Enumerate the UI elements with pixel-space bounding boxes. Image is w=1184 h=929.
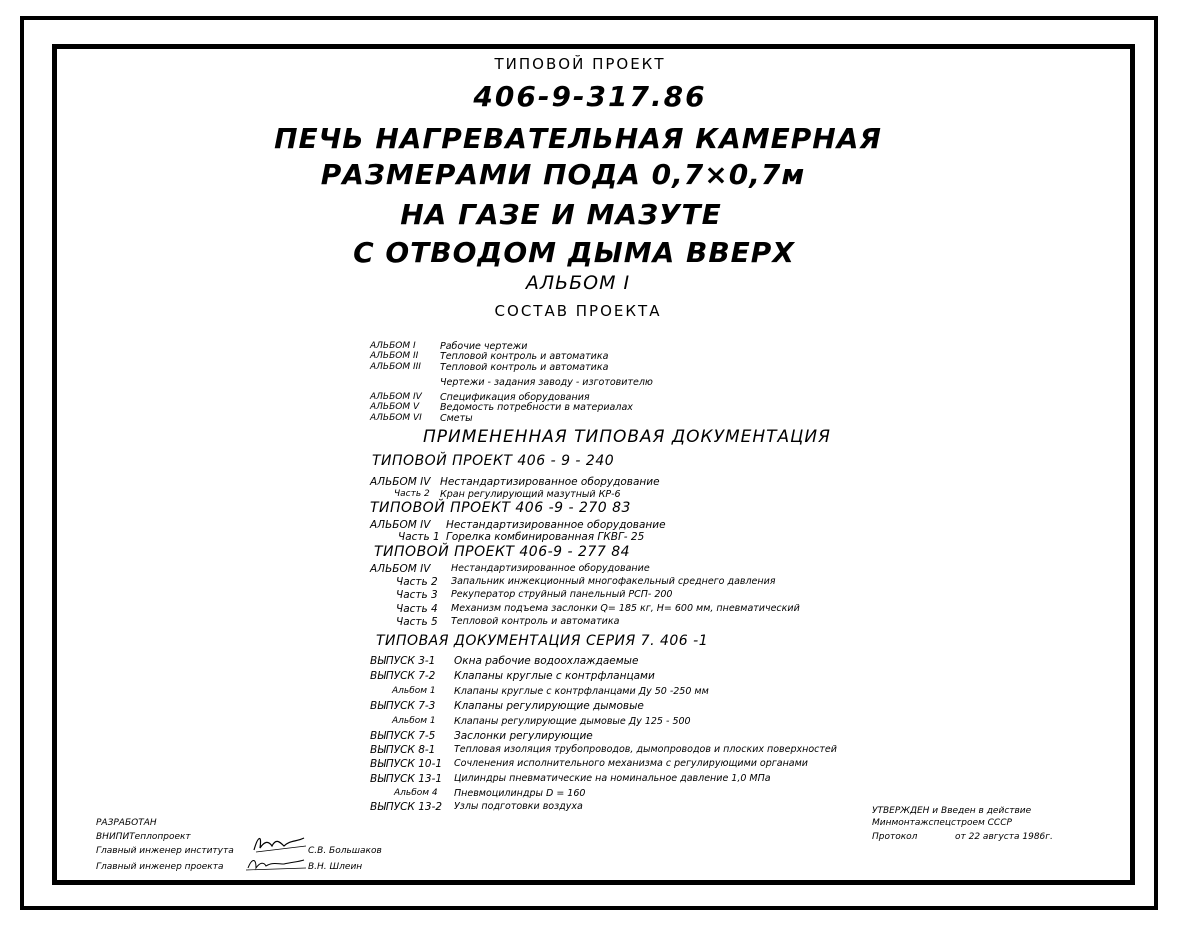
- series-row-label: Альбом 1: [392, 686, 436, 696]
- developed-label: РАЗРАБОТАН: [96, 818, 157, 828]
- series-row-text: Сочленения исполнительного механизма с регулирующими органами: [454, 758, 808, 769]
- project-heading: ТИПОВОЙ ПРОЕКТ 406 - 9 - 240: [372, 453, 615, 469]
- album-label: АЛЬБОМ I: [525, 272, 631, 294]
- applied-docs-title: ПРИМЕНЕННАЯ ТИПОВАЯ ДОКУМЕНТАЦИЯ: [423, 427, 831, 447]
- series-row-label: ВЫПУСК 3-1: [370, 655, 436, 667]
- composition-label: АЛЬБОМ V: [370, 402, 420, 412]
- series-row-text: Узлы подготовки воздуха: [454, 801, 583, 812]
- series-row-label: ВЫПУСК 7-3: [370, 700, 436, 712]
- composition-text: Ведомость потребности в материалах: [440, 402, 633, 413]
- composition-text: Чертежи - задания заводу - изготовителю: [440, 377, 653, 388]
- series-row-text: Пневмоцилиндры D = 160: [454, 788, 586, 799]
- series-row-label: ВЫПУСК 7-2: [370, 670, 436, 682]
- chief-institute-name: С.В. Большаков: [308, 846, 382, 856]
- contents-title: СОСТАВ ПРОЕКТА: [494, 302, 662, 320]
- series-row-text: Клапаны круглые с контрфланцами Ду 50 -250 мм: [454, 686, 709, 697]
- composition-label: АЛЬБОМ III: [370, 362, 421, 372]
- project-row-text: Рекуператор струйный панельный РСП- 200: [451, 589, 673, 600]
- series-row-text: Клапаны регулирующие дымовые Ду 125 - 500: [454, 716, 691, 727]
- project-row-text: Механизм подъема заслонки Q= 185 кг, H= 600 мм, пневматический: [451, 603, 800, 614]
- ministry: Минмонтажспецстроем СССР: [872, 818, 1012, 828]
- composition-text: Спецификация оборудования: [440, 392, 590, 403]
- project-row-label: Часть 2: [396, 576, 438, 588]
- project-number: 406-9-317.86: [473, 80, 707, 113]
- composition-label: АЛЬБОМ I: [370, 341, 416, 351]
- composition-text: Тепловой контроль и автоматика: [440, 362, 609, 373]
- composition-label: АЛЬБОМ IV: [370, 392, 422, 402]
- composition-text: Сметы: [440, 413, 473, 424]
- series-heading: ТИПОВАЯ ДОКУМЕНТАЦИЯ СЕРИЯ 7. 406 -1: [376, 633, 709, 649]
- project-kind: ТИПОВОЙ ПРОЕКТ: [494, 55, 666, 73]
- title-line-1: ПЕЧЬ НАГРЕВАТЕЛЬНАЯ КАМЕРНАЯ: [274, 122, 882, 155]
- project-row-label: АЛЬБОМ IV: [370, 563, 431, 575]
- signature-institute: [250, 832, 310, 856]
- series-row-label: ВЫПУСК 8-1: [370, 744, 436, 756]
- signature-project: [244, 854, 308, 874]
- project-row-label: Часть 2: [394, 489, 430, 499]
- composition-label: АЛЬБОМ II: [370, 351, 419, 361]
- series-row-label: ВЫПУСК 7-5: [370, 730, 436, 742]
- protocol-label: Протокол: [872, 832, 918, 842]
- project-row-label: Часть 3: [396, 589, 438, 601]
- composition-text: Тепловой контроль и автоматика: [440, 351, 609, 362]
- series-row-label: ВЫПУСК 10-1: [370, 758, 443, 770]
- project-row-text: Нестандартизированное оборудование: [451, 563, 650, 574]
- series-row-label: Альбом 1: [392, 716, 436, 726]
- series-row-text: Клапаны регулирующие дымовые: [454, 700, 644, 712]
- project-row-text: Нестандартизированное оборудование: [440, 476, 660, 488]
- title-line-2: РАЗМЕРАМИ ПОДА 0,7×0,7м: [320, 158, 806, 191]
- title-line-3: НА ГАЗЕ И МАЗУТЕ: [400, 198, 722, 231]
- developer-org: ВНИПИТеплопроект: [96, 832, 191, 842]
- series-row-text: Клапаны круглые с контрфланцами: [454, 670, 655, 682]
- project-row-label: Часть 4: [396, 603, 438, 615]
- chief-project-role: Главный инженер проекта: [96, 862, 224, 872]
- series-row-label: Альбом 4: [394, 788, 438, 798]
- series-row-text: Окна рабочие водоохлаждаемые: [454, 655, 639, 667]
- project-row-label: Часть 1: [398, 531, 440, 543]
- project-row-label: АЛЬБОМ IV: [370, 519, 431, 531]
- project-row-text: Запальник инжекционный многофакельный среднего давления: [451, 576, 776, 587]
- project-row-label: АЛЬБОМ IV: [370, 476, 431, 488]
- approved-label: УТВЕРЖДЕН и Введен в действие: [872, 806, 1032, 816]
- composition-label: АЛЬБОМ VI: [370, 413, 422, 423]
- series-row-text: Тепловая изоляция трубопроводов, дымопроводов и плоских поверхностей: [454, 744, 837, 755]
- project-row-text: Нестандартизированное оборудование: [446, 519, 666, 531]
- series-row-text: Цилиндры пневматические на номинальное давление 1,0 МПа: [454, 773, 771, 784]
- chief-project-name: В.Н. Шлеин: [308, 862, 363, 872]
- chief-institute-role: Главный инженер института: [96, 846, 234, 856]
- project-row-text: Горелка комбинированная ГКВГ- 25: [446, 531, 645, 543]
- composition-text: Рабочие чертежи: [440, 341, 528, 352]
- title-line-4: С ОТВОДОМ ДЫМА ВВЕРХ: [353, 236, 795, 269]
- series-row-text: Заслонки регулирующие: [454, 730, 593, 742]
- project-row-label: Часть 5: [396, 616, 438, 628]
- protocol-date: от 22 августа 1986г.: [955, 832, 1053, 842]
- series-row-label: ВЫПУСК 13-2: [370, 801, 443, 813]
- project-row-text: Кран регулирующий мазутный КР-6: [440, 489, 621, 500]
- project-heading: ТИПОВОЙ ПРОЕКТ 406-9 - 277 84: [374, 544, 631, 560]
- project-heading: ТИПОВОЙ ПРОЕКТ 406 -9 - 270 83: [370, 500, 631, 516]
- project-row-text: Тепловой контроль и автоматика: [451, 616, 620, 627]
- series-row-label: ВЫПУСК 13-1: [370, 773, 443, 785]
